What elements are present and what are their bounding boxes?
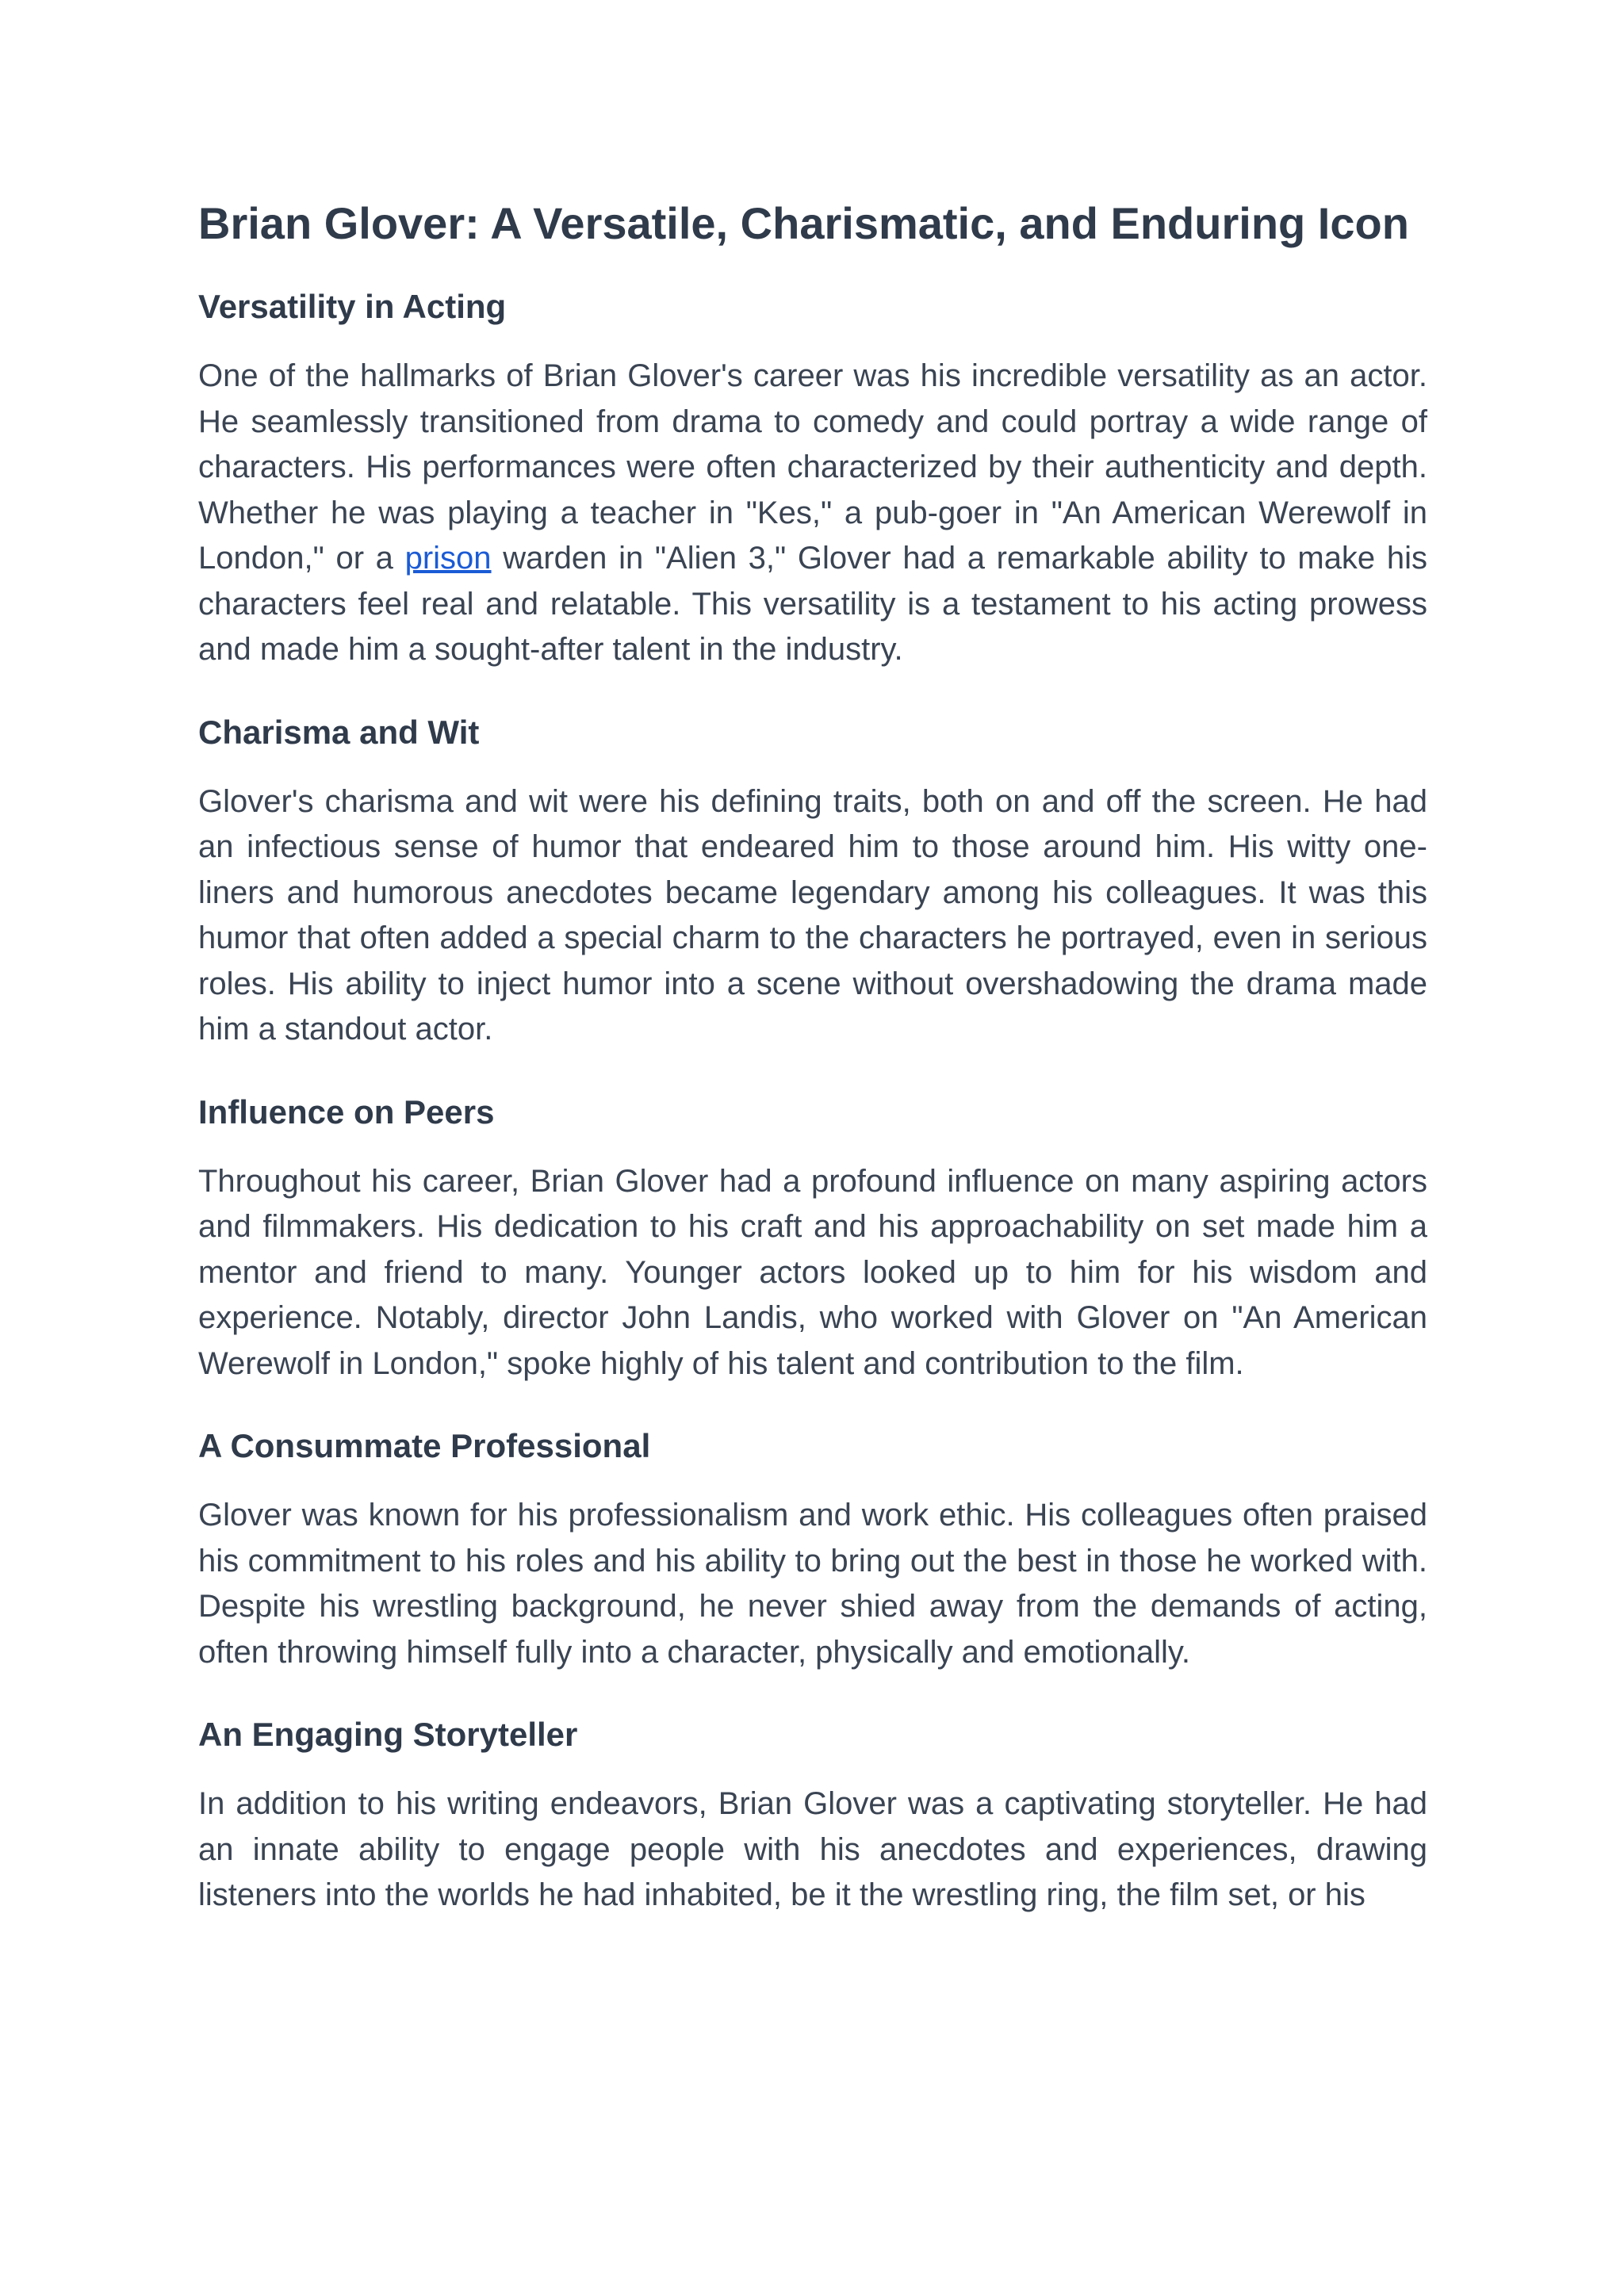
section-paragraph-versatility	[198, 354, 1427, 673]
page-title: Brian Glover: A Versatile, Charismatic, and Enduring Icon	[198, 198, 1409, 248]
section-paragraph-professional: Glover was known for his professionalism and work ethic. His colleagues often praised his commitment to his roles and his ability to bring out the best in those he worked with. Despite his wrestling background, he never shied away from the demands of acting, often throwing himself fully into a character, physically and emotionally.	[198, 1498, 1427, 1670]
section-heading-professional: A Consummate Professional	[198, 1427, 651, 1464]
section-heading-charisma: Charisma and Wit	[198, 713, 480, 751]
section-paragraph-influence: Throughout his career, Brian Glover had a profound influence on many aspiring actors and filmmakers. His dedication to his craft and his approachability on set made him a mentor and friend to many. Younger actors looked up to him for his wisdom and experience. Notably, director John Landis, who worked with Glover on "An American Werewolf in London," spoke highly of his talent and contribution to the film.	[198, 1163, 1427, 1381]
section-paragraph-storyteller: In addition to his writing endeavors, Brian Glover was a captivating storyteller. He had an innate ability to engage people with his anecdotes and experiences, drawing listeners into the worlds he had inhabited, be it the wrestling ring, the film set, or his	[198, 1786, 1427, 1912]
section-heading-versatility: Versatility in Acting	[198, 288, 507, 325]
section-paragraph-charisma: Glover's charisma and wit were his defining traits, both on and off the screen. He had an infectious sense of humor that endeared him to those around him. His witty one-liners and humorous anecdotes became legendary among his colleagues. It was this humor that often added a special charm to the characters he portrayed, even in serious roles. His ability to inject humor into a scene without overshadowing the drama made him a standout actor.	[198, 783, 1427, 1047]
prison-link[interactable]: prison	[404, 541, 492, 576]
paragraph-text: warden in "Alien 3," Glover had a remarkable ability to make his characters feel real and relatable. This versatility is a testament to his acting prowess and made him a sought-after talent in the industry.	[198, 541, 1427, 667]
section-heading-influence: Influence on Peers	[198, 1093, 495, 1131]
section-heading-storyteller: An Engaging Storyteller	[198, 1716, 578, 1753]
paragraph-text: One of the hallmarks of Brian Glover's career was his incredible versatility as an actor. He seamlessly transitioned from drama to comedy and could portray a wide range of characters. His performances were often characterized by their authenticity and depth. Whether he was playing a teacher in "Kes," a pub-goer in "An American Werewolf in London," or a	[198, 358, 1427, 576]
